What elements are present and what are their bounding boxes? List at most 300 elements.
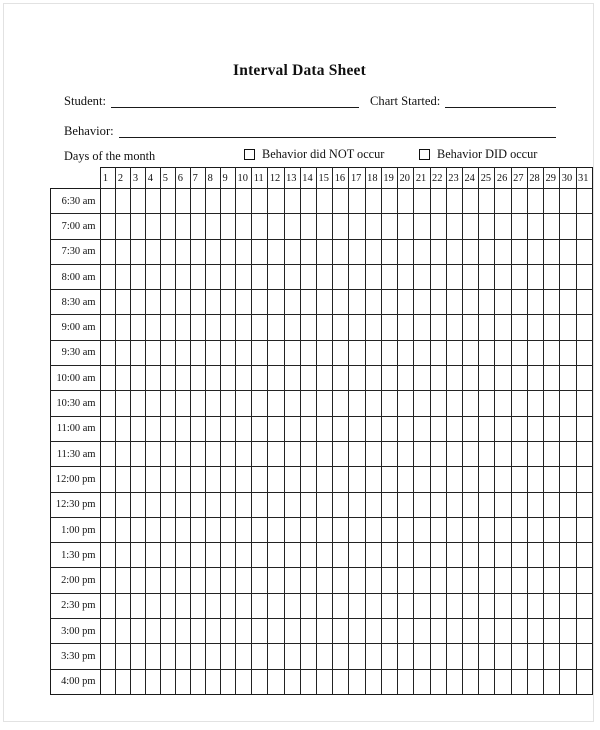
interval-cell[interactable] — [191, 644, 206, 669]
interval-cell[interactable] — [236, 189, 252, 214]
interval-cell[interactable] — [527, 340, 543, 365]
interval-cell[interactable] — [560, 619, 576, 644]
interval-cell[interactable] — [576, 644, 593, 669]
interval-cell[interactable] — [398, 543, 414, 568]
interval-cell[interactable] — [544, 669, 560, 694]
chart-started-input[interactable] — [445, 94, 556, 108]
interval-cell[interactable] — [191, 189, 206, 214]
interval-cell[interactable] — [495, 593, 511, 618]
interval-cell[interactable] — [430, 290, 446, 315]
interval-cell[interactable] — [333, 391, 349, 416]
interval-cell[interactable] — [146, 593, 161, 618]
interval-cell[interactable] — [511, 416, 527, 441]
interval-cell[interactable] — [284, 340, 300, 365]
interval-cell[interactable] — [414, 593, 430, 618]
interval-cell[interactable] — [479, 340, 495, 365]
interval-cell[interactable] — [284, 239, 300, 264]
interval-cell[interactable] — [206, 441, 221, 466]
interval-cell[interactable] — [560, 340, 576, 365]
interval-cell[interactable] — [381, 543, 397, 568]
interval-cell[interactable] — [268, 315, 284, 340]
interval-cell[interactable] — [252, 290, 268, 315]
interval-cell[interactable] — [544, 366, 560, 391]
interval-cell[interactable] — [430, 214, 446, 239]
interval-cell[interactable] — [333, 517, 349, 542]
interval-cell[interactable] — [430, 239, 446, 264]
interval-cell[interactable] — [381, 264, 397, 289]
interval-cell[interactable] — [511, 264, 527, 289]
interval-cell[interactable] — [398, 669, 414, 694]
interval-cell[interactable] — [462, 441, 478, 466]
interval-cell[interactable] — [333, 239, 349, 264]
interval-cell[interactable] — [252, 441, 268, 466]
interval-cell[interactable] — [560, 315, 576, 340]
interval-cell[interactable] — [398, 467, 414, 492]
interval-cell[interactable] — [576, 492, 593, 517]
interval-cell[interactable] — [511, 517, 527, 542]
interval-cell[interactable] — [268, 543, 284, 568]
interval-cell[interactable] — [206, 619, 221, 644]
interval-cell[interactable] — [252, 568, 268, 593]
interval-cell[interactable] — [560, 669, 576, 694]
interval-cell[interactable] — [161, 239, 176, 264]
interval-cell[interactable] — [560, 644, 576, 669]
interval-cell[interactable] — [446, 391, 462, 416]
interval-cell[interactable] — [365, 264, 381, 289]
interval-cell[interactable] — [317, 543, 333, 568]
interval-cell[interactable] — [284, 214, 300, 239]
interval-cell[interactable] — [161, 340, 176, 365]
interval-cell[interactable] — [317, 189, 333, 214]
interval-cell[interactable] — [236, 467, 252, 492]
interval-cell[interactable] — [191, 669, 206, 694]
interval-cell[interactable] — [268, 441, 284, 466]
interval-cell[interactable] — [479, 517, 495, 542]
interval-cell[interactable] — [544, 492, 560, 517]
interval-cell[interactable] — [252, 644, 268, 669]
interval-cell[interactable] — [131, 644, 146, 669]
interval-cell[interactable] — [365, 619, 381, 644]
interval-cell[interactable] — [462, 669, 478, 694]
interval-cell[interactable] — [101, 416, 116, 441]
interval-cell[interactable] — [300, 366, 316, 391]
interval-cell[interactable] — [462, 619, 478, 644]
interval-cell[interactable] — [430, 644, 446, 669]
interval-cell[interactable] — [191, 416, 206, 441]
interval-cell[interactable] — [116, 290, 131, 315]
interval-cell[interactable] — [381, 416, 397, 441]
interval-cell[interactable] — [576, 467, 593, 492]
interval-cell[interactable] — [101, 619, 116, 644]
interval-cell[interactable] — [191, 214, 206, 239]
interval-cell[interactable] — [146, 543, 161, 568]
interval-cell[interactable] — [511, 593, 527, 618]
interval-cell[interactable] — [527, 264, 543, 289]
interval-cell[interactable] — [479, 391, 495, 416]
interval-cell[interactable] — [414, 340, 430, 365]
interval-cell[interactable] — [284, 467, 300, 492]
interval-cell[interactable] — [462, 290, 478, 315]
interval-cell[interactable] — [300, 568, 316, 593]
interval-cell[interactable] — [300, 492, 316, 517]
interval-cell[interactable] — [206, 264, 221, 289]
interval-cell[interactable] — [116, 315, 131, 340]
interval-cell[interactable] — [176, 366, 191, 391]
interval-cell[interactable] — [365, 340, 381, 365]
interval-cell[interactable] — [131, 391, 146, 416]
interval-cell[interactable] — [398, 492, 414, 517]
interval-cell[interactable] — [349, 593, 365, 618]
interval-cell[interactable] — [116, 416, 131, 441]
interval-cell[interactable] — [398, 619, 414, 644]
interval-cell[interactable] — [333, 543, 349, 568]
interval-cell[interactable] — [365, 214, 381, 239]
interval-cell[interactable] — [398, 517, 414, 542]
interval-cell[interactable] — [176, 669, 191, 694]
interval-cell[interactable] — [349, 264, 365, 289]
interval-cell[interactable] — [398, 644, 414, 669]
interval-cell[interactable] — [268, 264, 284, 289]
interval-cell[interactable] — [101, 264, 116, 289]
interval-cell[interactable] — [511, 492, 527, 517]
interval-cell[interactable] — [176, 189, 191, 214]
interval-cell[interactable] — [576, 669, 593, 694]
interval-cell[interactable] — [317, 467, 333, 492]
interval-cell[interactable] — [268, 669, 284, 694]
interval-cell[interactable] — [284, 669, 300, 694]
interval-cell[interactable] — [349, 290, 365, 315]
interval-cell[interactable] — [284, 315, 300, 340]
interval-cell[interactable] — [101, 517, 116, 542]
interval-cell[interactable] — [116, 189, 131, 214]
interval-cell[interactable] — [333, 441, 349, 466]
interval-cell[interactable] — [221, 391, 236, 416]
interval-cell[interactable] — [560, 366, 576, 391]
interval-cell[interactable] — [300, 416, 316, 441]
interval-cell[interactable] — [161, 492, 176, 517]
interval-cell[interactable] — [365, 391, 381, 416]
interval-cell[interactable] — [176, 492, 191, 517]
interval-cell[interactable] — [131, 492, 146, 517]
interval-cell[interactable] — [462, 492, 478, 517]
interval-cell[interactable] — [131, 467, 146, 492]
interval-cell[interactable] — [317, 315, 333, 340]
interval-cell[interactable] — [333, 467, 349, 492]
interval-cell[interactable] — [131, 239, 146, 264]
interval-cell[interactable] — [430, 416, 446, 441]
interval-cell[interactable] — [268, 619, 284, 644]
interval-cell[interactable] — [349, 416, 365, 441]
interval-cell[interactable] — [349, 467, 365, 492]
interval-cell[interactable] — [101, 669, 116, 694]
interval-cell[interactable] — [527, 290, 543, 315]
interval-cell[interactable] — [349, 619, 365, 644]
interval-cell[interactable] — [317, 214, 333, 239]
interval-cell[interactable] — [300, 543, 316, 568]
interval-cell[interactable] — [161, 517, 176, 542]
interval-cell[interactable] — [333, 644, 349, 669]
interval-cell[interactable] — [544, 619, 560, 644]
interval-cell[interactable] — [527, 239, 543, 264]
interval-cell[interactable] — [560, 441, 576, 466]
interval-cell[interactable] — [560, 517, 576, 542]
interval-cell[interactable] — [495, 492, 511, 517]
interval-cell[interactable] — [284, 619, 300, 644]
interval-cell[interactable] — [544, 467, 560, 492]
interval-cell[interactable] — [544, 264, 560, 289]
interval-cell[interactable] — [284, 264, 300, 289]
interval-cell[interactable] — [300, 441, 316, 466]
interval-cell[interactable] — [511, 366, 527, 391]
interval-cell[interactable] — [446, 543, 462, 568]
interval-cell[interactable] — [300, 214, 316, 239]
interval-cell[interactable] — [176, 568, 191, 593]
interval-cell[interactable] — [161, 619, 176, 644]
interval-cell[interactable] — [527, 593, 543, 618]
interval-cell[interactable] — [349, 239, 365, 264]
interval-cell[interactable] — [349, 315, 365, 340]
interval-cell[interactable] — [101, 568, 116, 593]
interval-cell[interactable] — [268, 214, 284, 239]
interval-cell[interactable] — [414, 315, 430, 340]
interval-cell[interactable] — [161, 290, 176, 315]
interval-cell[interactable] — [479, 543, 495, 568]
interval-cell[interactable] — [414, 517, 430, 542]
interval-cell[interactable] — [116, 391, 131, 416]
interval-cell[interactable] — [252, 467, 268, 492]
interval-cell[interactable] — [527, 467, 543, 492]
interval-cell[interactable] — [191, 290, 206, 315]
interval-cell[interactable] — [176, 315, 191, 340]
interval-cell[interactable] — [191, 593, 206, 618]
interval-cell[interactable] — [349, 189, 365, 214]
interval-cell[interactable] — [101, 214, 116, 239]
interval-cell[interactable] — [527, 366, 543, 391]
interval-cell[interactable] — [146, 644, 161, 669]
interval-cell[interactable] — [349, 441, 365, 466]
interval-cell[interactable] — [560, 492, 576, 517]
interval-cell[interactable] — [381, 619, 397, 644]
interval-cell[interactable] — [398, 593, 414, 618]
interval-cell[interactable] — [236, 214, 252, 239]
checkbox-behavior-did-not-occur[interactable] — [244, 149, 255, 160]
interval-cell[interactable] — [544, 416, 560, 441]
interval-cell[interactable] — [236, 290, 252, 315]
interval-cell[interactable] — [116, 467, 131, 492]
interval-cell[interactable] — [414, 669, 430, 694]
interval-cell[interactable] — [511, 467, 527, 492]
interval-cell[interactable] — [221, 492, 236, 517]
interval-cell[interactable] — [101, 492, 116, 517]
interval-cell[interactable] — [511, 315, 527, 340]
interval-cell[interactable] — [576, 619, 593, 644]
interval-cell[interactable] — [544, 214, 560, 239]
interval-cell[interactable] — [176, 593, 191, 618]
interval-cell[interactable] — [236, 441, 252, 466]
interval-cell[interactable] — [191, 619, 206, 644]
interval-cell[interactable] — [206, 568, 221, 593]
interval-cell[interactable] — [146, 467, 161, 492]
interval-cell[interactable] — [560, 391, 576, 416]
interval-cell[interactable] — [446, 492, 462, 517]
interval-cell[interactable] — [349, 669, 365, 694]
interval-cell[interactable] — [511, 441, 527, 466]
interval-cell[interactable] — [527, 315, 543, 340]
interval-cell[interactable] — [161, 568, 176, 593]
interval-cell[interactable] — [495, 619, 511, 644]
interval-cell[interactable] — [349, 340, 365, 365]
interval-cell[interactable] — [176, 214, 191, 239]
interval-cell[interactable] — [560, 239, 576, 264]
interval-cell[interactable] — [252, 517, 268, 542]
interval-cell[interactable] — [560, 467, 576, 492]
interval-cell[interactable] — [381, 467, 397, 492]
interval-cell[interactable] — [191, 517, 206, 542]
interval-cell[interactable] — [365, 416, 381, 441]
interval-cell[interactable] — [381, 593, 397, 618]
interval-cell[interactable] — [176, 441, 191, 466]
interval-cell[interactable] — [576, 239, 593, 264]
interval-cell[interactable] — [131, 214, 146, 239]
interval-cell[interactable] — [236, 264, 252, 289]
interval-cell[interactable] — [544, 593, 560, 618]
interval-cell[interactable] — [414, 568, 430, 593]
interval-cell[interactable] — [365, 593, 381, 618]
interval-cell[interactable] — [430, 366, 446, 391]
interval-cell[interactable] — [527, 644, 543, 669]
interval-cell[interactable] — [221, 517, 236, 542]
interval-cell[interactable] — [333, 214, 349, 239]
interval-cell[interactable] — [511, 214, 527, 239]
interval-cell[interactable] — [495, 441, 511, 466]
interval-cell[interactable] — [116, 264, 131, 289]
interval-cell[interactable] — [116, 593, 131, 618]
interval-cell[interactable] — [398, 416, 414, 441]
interval-cell[interactable] — [284, 189, 300, 214]
interval-cell[interactable] — [414, 264, 430, 289]
interval-cell[interactable] — [414, 619, 430, 644]
interval-cell[interactable] — [446, 593, 462, 618]
interval-cell[interactable] — [317, 441, 333, 466]
interval-cell[interactable] — [495, 290, 511, 315]
interval-cell[interactable] — [221, 264, 236, 289]
interval-cell[interactable] — [236, 619, 252, 644]
interval-cell[interactable] — [430, 492, 446, 517]
interval-cell[interactable] — [576, 315, 593, 340]
interval-cell[interactable] — [317, 593, 333, 618]
interval-cell[interactable] — [479, 467, 495, 492]
interval-cell[interactable] — [398, 214, 414, 239]
interval-cell[interactable] — [146, 619, 161, 644]
interval-cell[interactable] — [300, 264, 316, 289]
interval-cell[interactable] — [462, 366, 478, 391]
interval-cell[interactable] — [268, 568, 284, 593]
interval-cell[interactable] — [116, 214, 131, 239]
interval-cell[interactable] — [101, 315, 116, 340]
interval-cell[interactable] — [495, 189, 511, 214]
interval-cell[interactable] — [131, 416, 146, 441]
interval-cell[interactable] — [268, 517, 284, 542]
interval-cell[interactable] — [381, 644, 397, 669]
interval-cell[interactable] — [236, 239, 252, 264]
interval-cell[interactable] — [333, 619, 349, 644]
interval-cell[interactable] — [365, 290, 381, 315]
interval-cell[interactable] — [221, 619, 236, 644]
interval-cell[interactable] — [300, 644, 316, 669]
interval-cell[interactable] — [284, 391, 300, 416]
interval-cell[interactable] — [176, 239, 191, 264]
interval-cell[interactable] — [101, 467, 116, 492]
interval-cell[interactable] — [414, 366, 430, 391]
interval-cell[interactable] — [560, 568, 576, 593]
interval-cell[interactable] — [462, 543, 478, 568]
interval-cell[interactable] — [446, 315, 462, 340]
interval-cell[interactable] — [381, 315, 397, 340]
interval-cell[interactable] — [221, 644, 236, 669]
interval-cell[interactable] — [398, 366, 414, 391]
interval-cell[interactable] — [333, 593, 349, 618]
interval-cell[interactable] — [101, 543, 116, 568]
interval-cell[interactable] — [131, 593, 146, 618]
interval-cell[interactable] — [527, 543, 543, 568]
interval-cell[interactable] — [414, 214, 430, 239]
interval-cell[interactable] — [206, 517, 221, 542]
interval-cell[interactable] — [333, 290, 349, 315]
interval-cell[interactable] — [479, 239, 495, 264]
interval-cell[interactable] — [161, 264, 176, 289]
interval-cell[interactable] — [206, 416, 221, 441]
interval-cell[interactable] — [317, 391, 333, 416]
interval-cell[interactable] — [206, 214, 221, 239]
interval-cell[interactable] — [131, 517, 146, 542]
interval-cell[interactable] — [268, 239, 284, 264]
interval-cell[interactable] — [176, 619, 191, 644]
interval-cell[interactable] — [479, 416, 495, 441]
interval-cell[interactable] — [462, 264, 478, 289]
interval-cell[interactable] — [206, 366, 221, 391]
interval-cell[interactable] — [430, 441, 446, 466]
interval-cell[interactable] — [146, 290, 161, 315]
interval-cell[interactable] — [317, 290, 333, 315]
interval-cell[interactable] — [576, 391, 593, 416]
interval-cell[interactable] — [430, 315, 446, 340]
interval-cell[interactable] — [414, 189, 430, 214]
interval-cell[interactable] — [146, 517, 161, 542]
interval-cell[interactable] — [446, 568, 462, 593]
interval-cell[interactable] — [430, 517, 446, 542]
interval-cell[interactable] — [236, 315, 252, 340]
interval-cell[interactable] — [300, 290, 316, 315]
interval-cell[interactable] — [300, 315, 316, 340]
interval-cell[interactable] — [430, 467, 446, 492]
interval-cell[interactable] — [221, 189, 236, 214]
interval-cell[interactable] — [462, 315, 478, 340]
interval-cell[interactable] — [495, 239, 511, 264]
interval-cell[interactable] — [511, 189, 527, 214]
interval-cell[interactable] — [446, 366, 462, 391]
interval-cell[interactable] — [161, 467, 176, 492]
interval-cell[interactable] — [284, 366, 300, 391]
interval-cell[interactable] — [161, 391, 176, 416]
interval-cell[interactable] — [252, 391, 268, 416]
interval-cell[interactable] — [511, 340, 527, 365]
interval-cell[interactable] — [284, 416, 300, 441]
interval-cell[interactable] — [252, 340, 268, 365]
interval-cell[interactable] — [495, 543, 511, 568]
interval-cell[interactable] — [527, 441, 543, 466]
interval-cell[interactable] — [576, 340, 593, 365]
interval-cell[interactable] — [161, 416, 176, 441]
